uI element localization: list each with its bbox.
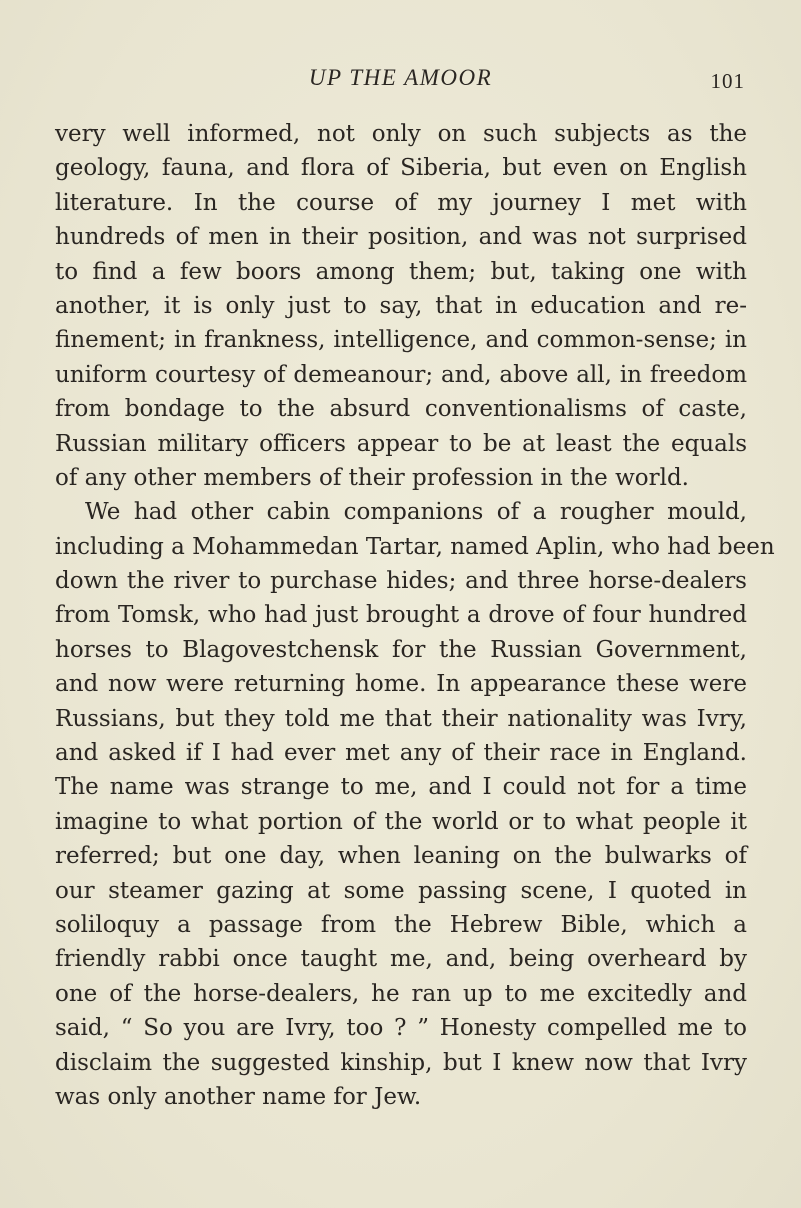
text-line: down the river to purchase hides; and three horse-dealers [55,568,747,595]
text-line: said, “ So you are Ivry, too ? ” Honesty compelled me to [55,1015,747,1042]
text-line: The name was strange to me, and I could not for a time [55,774,747,801]
text-line: imagine to what portion of the world or to what people it [55,808,747,835]
running-title: UP THE AMOOR [308,65,493,90]
page-number: 101 [710,69,745,93]
text-line: including a Mohammedan Tartar, named Aplin, who had been [55,533,775,560]
text-line: from bondage to the absurd conventionalisms of caste, [55,396,747,423]
body-text [55,117,775,1114]
text-line: finement; in frankness, intelligence, and common-sense; in [55,327,747,354]
text-line: uniform courtesy of demeanour; and, above all, in freedom [55,361,747,388]
text-line: from Tomsk, who had just brought a drove of four hundred [55,602,747,629]
paragraph-start-line: We had other cabin companions of a rougher mould, [85,499,747,526]
text-line: and asked if I had ever met any of their race in England. [55,740,747,767]
text-line: to find a few boors among them; but, taking one with [55,258,747,285]
text-line: friendly rabbi once taught me, and, being overheard by [55,946,747,973]
text-line: horses to Blagovestchensk for the Russian Government, [55,636,747,663]
paragraph-end-line: of any other members of their profession in the world. [55,464,689,491]
text-line: and now were returning home. In appearance these were [55,671,747,698]
text-line: disclaim the suggested kinship, but I knew now that Ivry [55,1049,747,1076]
text-line: another, it is only just to say, that in education and re- [55,292,747,319]
text-line: referred; but one day, when leaning on the bulwarks of [55,843,747,870]
text-line: very well informed, not only on such subjects as the [55,121,747,147]
text-line: soliloquy a passage from the Hebrew Bible, which a [55,911,747,938]
text-line: geology, fauna, and flora of Siberia, but even on English [55,155,747,182]
paragraph-end-line: was only another name for Jew. [55,1083,422,1110]
text-line: literature. In the course of my journey I met with [55,189,747,216]
text-line: one of the horse-dealers, he ran up to me excitedly and [55,980,747,1007]
running-head [0,64,801,94]
text-line: Russians, but they told me that their nationality was Ivry, [55,705,747,732]
text-line: Russian military officers appear to be at least the equals [55,430,747,457]
text-line: hundreds of men in their position, and was not surprised [55,224,747,251]
text-line: our steamer gazing at some passing scene, I quoted in [55,877,747,904]
